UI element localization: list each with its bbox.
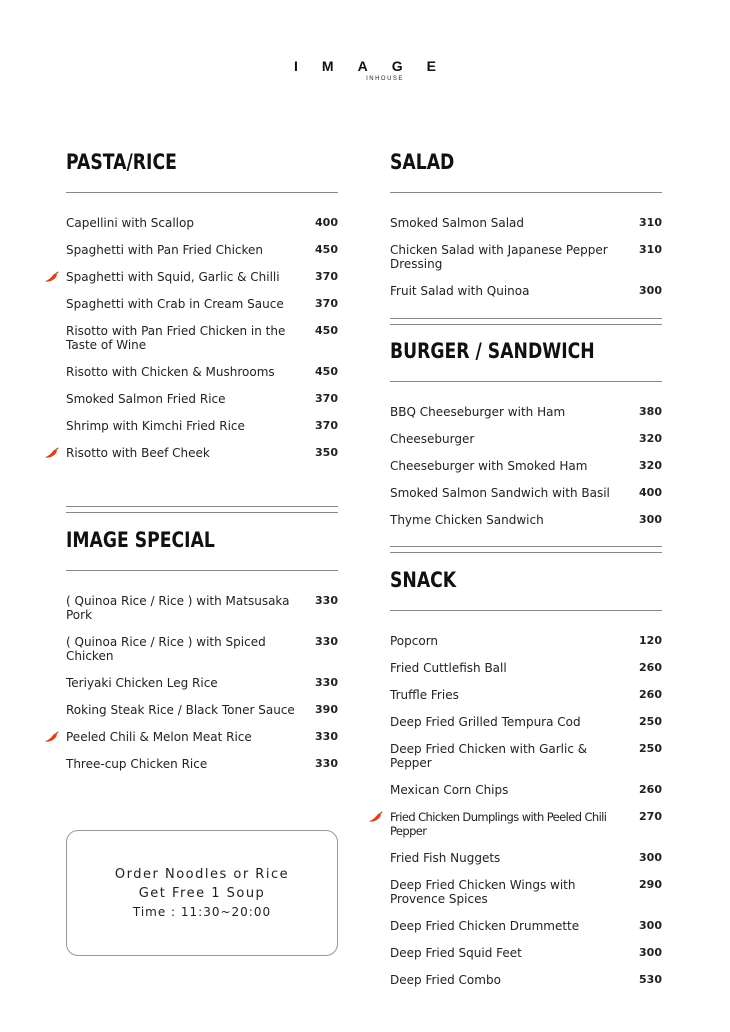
menu-item-name: Spaghetti with Pan Fried Chicken (66, 243, 264, 257)
section-title: PASTA/RICE (66, 150, 177, 174)
menu-item-name: Fried Chicken Dumplings with Peeled Chili Pepper (390, 810, 607, 838)
menu-list (66, 594, 338, 771)
menu-item (390, 973, 662, 987)
chili-pepper-icon (44, 447, 60, 459)
double-divider (390, 318, 662, 325)
menu-item-price: 300 (639, 919, 662, 932)
menu-item (390, 688, 662, 702)
menu-item-name: Deep Fried Grilled Tempura Cod (390, 715, 581, 729)
menu-item-name: Risotto with Chicken & Mushrooms (66, 365, 275, 379)
menu-item-name: Smoked Salmon Salad (390, 216, 525, 230)
menu-item-name: Fried Fish Nuggets (390, 851, 501, 865)
menu-item (390, 878, 662, 906)
menu-item-name: Cheeseburger with Smoked Ham (390, 459, 588, 473)
menu-item (390, 284, 662, 298)
menu-item-price: 400 (639, 486, 662, 499)
menu-item (390, 405, 662, 419)
menu-item (66, 730, 338, 744)
menu-item-price: 310 (639, 243, 662, 256)
section-divider (390, 192, 662, 193)
menu-item-name: Deep Fried Chicken with Garlic & Pepper (390, 742, 588, 770)
menu-item-price: 250 (639, 742, 662, 755)
section-divider (390, 381, 662, 382)
menu-item (66, 757, 338, 771)
menu-item (390, 783, 662, 797)
menu-item-name: Spaghetti with Crab in Cream Sauce (66, 297, 284, 311)
menu-item-name: Fried Cuttlefish Ball (390, 661, 507, 675)
menu-item (66, 392, 338, 406)
menu-item-price: 400 (315, 216, 338, 229)
menu-item-price: 370 (315, 392, 338, 405)
menu-item (66, 703, 338, 717)
menu-item-name: ( Quinoa Rice / Rice ) with Spiced Chicken (66, 635, 266, 663)
menu-item-price: 260 (639, 783, 662, 796)
menu-list (66, 216, 338, 460)
menu-item (66, 635, 338, 663)
menu-item-name: Thyme Chicken Sandwich (390, 513, 544, 527)
section-pasta-rice (66, 150, 338, 460)
menu-item (390, 486, 662, 500)
menu-item (390, 810, 662, 838)
menu-item (66, 297, 338, 311)
menu-item-name: Three-cup Chicken Rice (66, 757, 208, 771)
menu-item-price: 450 (315, 243, 338, 256)
menu-item-price: 250 (639, 715, 662, 728)
menu-item-price: 330 (315, 757, 338, 770)
menu-item-price: 330 (315, 676, 338, 689)
menu-item (66, 270, 338, 284)
menu-item-name: Deep Fried Combo (390, 973, 501, 987)
promo-line: Order Noodles or Rice (114, 867, 290, 882)
menu-item-name: Capellini with Scallop (66, 216, 194, 230)
menu-item (390, 216, 662, 230)
menu-item (66, 594, 338, 622)
menu-item-price: 390 (315, 703, 338, 716)
menu-item (66, 216, 338, 230)
menu-item-price: 330 (315, 594, 338, 607)
menu-item-price: 320 (639, 459, 662, 472)
chili-pepper-icon (44, 731, 60, 743)
menu-item-name: Smoked Salmon Fried Rice (66, 392, 226, 406)
section-snack (390, 568, 662, 987)
menu-item-name: Teriyaki Chicken Leg Rice (66, 676, 218, 690)
menu-item-name: Deep Fried Chicken Drummette (390, 919, 580, 933)
menu-item-price: 380 (639, 405, 662, 418)
menu-item (390, 946, 662, 960)
menu-item (66, 243, 338, 257)
menu-item (66, 419, 338, 433)
menu-item-name: Mexican Corn Chips (390, 783, 509, 797)
section-divider (66, 192, 338, 193)
menu-item-name: Truffle Fries (390, 688, 459, 702)
menu-item (66, 365, 338, 379)
menu-item-name: Peeled Chili & Melon Meat Rice (66, 730, 252, 744)
menu-item-name: ( Quinoa Rice / Rice ) with Matsusaka Pork (66, 594, 290, 622)
menu-item (390, 851, 662, 865)
section-burger-sandwich (390, 339, 662, 527)
menu-item-price: 450 (315, 324, 338, 337)
menu-item (390, 919, 662, 933)
menu-list (390, 634, 662, 987)
menu-item-name: Popcorn (390, 634, 439, 648)
menu-item-price: 260 (639, 661, 662, 674)
menu-item-name: Smoked Salmon Sandwich with Basil (390, 486, 610, 500)
menu-item (390, 513, 662, 527)
menu-item (390, 243, 662, 271)
menu-item-price: 300 (639, 851, 662, 864)
section-title: IMAGE SPECIAL (66, 528, 215, 552)
menu-item-price: 450 (315, 365, 338, 378)
menu-item-name: Chicken Salad with Japanese Pepper Dressing (390, 243, 608, 271)
menu-item (390, 742, 662, 770)
section-title: SALAD (390, 150, 455, 174)
menu-item-price: 120 (639, 634, 662, 647)
menu-item (66, 446, 338, 460)
menu-item-price: 300 (639, 513, 662, 526)
section-salad (390, 150, 662, 298)
menu-item-name: Shrimp with Kimchi Fried Rice (66, 419, 245, 433)
menu-item (390, 661, 662, 675)
menu-item-price: 370 (315, 270, 338, 283)
menu-item-price: 270 (639, 810, 662, 823)
menu-list (390, 216, 662, 298)
menu-item (66, 324, 338, 352)
menu-item-name: Spaghetti with Squid, Garlic & Chilli (66, 270, 280, 284)
menu-item-price: 350 (315, 446, 338, 459)
menu-item-price: 320 (639, 432, 662, 445)
menu-item-name: Fruit Salad with Quinoa (390, 284, 530, 298)
menu-item-price: 300 (639, 284, 662, 297)
section-title: BURGER / SANDWICH (390, 339, 595, 363)
menu-item-name: Deep Fried Chicken Wings with Provence Spices (390, 878, 576, 906)
menu-item (66, 676, 338, 690)
double-divider (390, 546, 662, 553)
menu-item-price: 310 (639, 216, 662, 229)
menu-item (390, 715, 662, 729)
menu-item-price: 260 (639, 688, 662, 701)
section-divider (390, 610, 662, 611)
menu-item-name: Risotto with Beef Cheek (66, 446, 210, 460)
menu-item-price: 370 (315, 419, 338, 432)
section-title: SNACK (390, 568, 457, 592)
section-divider (66, 570, 338, 571)
menu-item-name: BBQ Cheeseburger with Ham (390, 405, 566, 419)
menu-item (390, 432, 662, 446)
double-divider (66, 506, 338, 513)
section-image-special (66, 528, 338, 771)
brand-title: IMAGE (294, 58, 460, 74)
menu-item-price: 370 (315, 297, 338, 310)
menu-item-name: Cheeseburger (390, 432, 475, 446)
menu-item (390, 634, 662, 648)
menu-item-price: 330 (315, 635, 338, 648)
menu-list (390, 405, 662, 527)
chili-pepper-icon (44, 271, 60, 283)
menu-item (390, 459, 662, 473)
menu-item-name: Deep Fried Squid Feet (390, 946, 522, 960)
brand-subtitle: INHOUSE (366, 76, 404, 82)
promo-time: Time : 11:30~20:00 (132, 905, 272, 919)
menu-item-price: 290 (639, 878, 662, 891)
menu-item-name: Risotto with Pan Fried Chicken in the Taste of Wine (66, 324, 286, 352)
promo-line: Get Free 1 Soup (138, 886, 266, 901)
chili-pepper-icon (368, 811, 384, 823)
brand-logo (0, 58, 730, 82)
promo-box (66, 830, 338, 956)
menu-item-price: 300 (639, 946, 662, 959)
menu-item-price: 530 (639, 973, 662, 986)
menu-item-price: 330 (315, 730, 338, 743)
menu-item-name: Roking Steak Rice / Black Toner Sauce (66, 703, 295, 717)
